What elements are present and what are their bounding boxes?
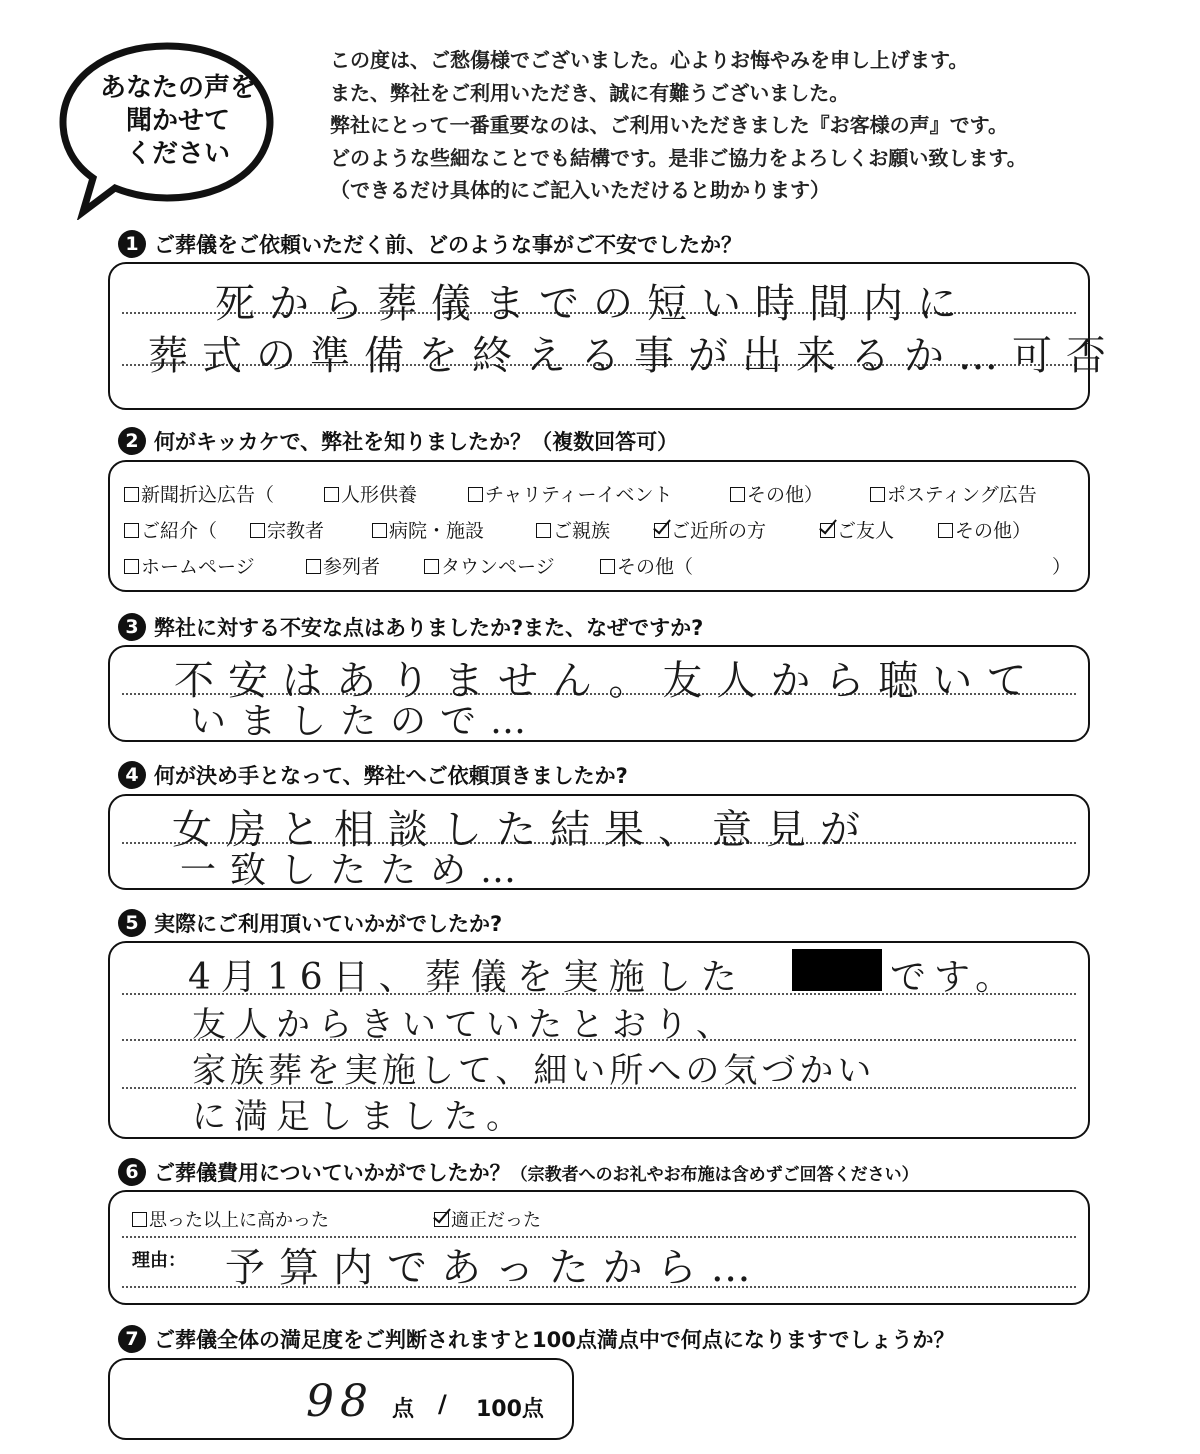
question-text: ご葬儀費用についていかがでしたか？	[154, 1161, 511, 1185]
option-homepage[interactable]: ホームページ	[124, 552, 255, 579]
intro-line: この度は、ご愁傷様でございました。心よりお悔やみを申し上げます。	[330, 48, 969, 72]
question-text: ご葬儀全体の満足度をご判断されますと100点満点中で何点になりますでしょうか？	[154, 1328, 955, 1352]
checkbox[interactable]	[132, 1212, 147, 1227]
question-3	[118, 612, 703, 642]
bubble-line: ください	[125, 139, 230, 169]
score-box[interactable]	[108, 1358, 574, 1440]
intro-line: どのような些細なことでも結構です。是非ご協力をよろしくお願い致します。	[330, 145, 1027, 170]
intro-text	[330, 44, 1027, 207]
question-number: 2	[118, 427, 146, 455]
question-2	[118, 426, 678, 456]
question-number: 1	[118, 230, 146, 258]
answer-box-1[interactable]	[108, 262, 1120, 410]
reason-label: 理由：	[132, 1250, 186, 1271]
option-posting-ad[interactable]: ポスティング広告	[870, 480, 1037, 507]
checkbox[interactable]	[306, 559, 321, 574]
intro-line: （できるだけ具体的にご記入いただけると助かります）	[330, 178, 830, 202]
handwritten-answer: 家族葬を実施して、細い所への気づかい	[192, 1051, 876, 1091]
score-unit: 点	[392, 1397, 415, 1422]
question-7	[118, 1324, 954, 1354]
question-text: 何がキッカケで、弊社を知りましたか？（複数回答可）	[154, 430, 679, 454]
option-religious[interactable]: 宗教者	[250, 516, 324, 543]
checkbox[interactable]	[536, 523, 551, 538]
option-neighbors[interactable]: ご近所の方	[654, 516, 766, 543]
option-charity-event[interactable]: チャリティーイベント	[468, 480, 673, 507]
other-close-paren: ）	[1052, 556, 1072, 578]
question-number: 6	[118, 1158, 146, 1186]
intro-line: 弊社にとって一番重要なのは、ご利用いただきました『お客様の声』です。	[330, 113, 1008, 137]
handwritten-answer: 葬式の準備を終える事が出来るか…可否	[148, 333, 1120, 379]
checkbox[interactable]	[600, 559, 615, 574]
handwritten-score: 98	[306, 1376, 374, 1427]
option-reasonable[interactable]: 適正だった	[434, 1206, 541, 1232]
handwritten-answer: いましたので…	[190, 701, 541, 742]
option-other-3[interactable]: その他（	[600, 552, 693, 579]
option-newspaper[interactable]: 新聞折込広告（	[124, 480, 274, 507]
checkbox[interactable]	[938, 523, 953, 538]
option-doll-memorial[interactable]: 人形供養	[324, 480, 417, 507]
checkbox[interactable]	[730, 487, 745, 502]
option-other-1[interactable]: その他）	[730, 480, 823, 507]
handwritten-answer: 女房と相談した結果、意見が	[172, 807, 874, 853]
bubble-heading	[78, 72, 278, 171]
option-relatives[interactable]: ご親族	[536, 516, 610, 543]
question-number: 7	[118, 1325, 146, 1353]
handwritten-answer: 一致したため…	[180, 850, 531, 891]
question-text: 実際にご利用頂いていかがでしたか?	[154, 912, 503, 936]
checkbox[interactable]	[372, 523, 387, 538]
option-friends[interactable]: ご友人	[820, 516, 894, 543]
checkbox[interactable]	[250, 523, 265, 538]
question-4	[118, 760, 628, 790]
handwritten-answer: 4月16日、葬儀を実施した	[188, 957, 747, 998]
checkbox-checked[interactable]	[820, 523, 835, 538]
question-number: 5	[118, 909, 146, 937]
redaction-block	[792, 949, 882, 991]
option-attendee[interactable]: 参列者	[306, 552, 380, 579]
question-text: 何が決め手となって、弊社へご依頼頂きましたか?	[154, 764, 628, 788]
bubble-line: あなたの声を	[99, 73, 256, 103]
question-6	[118, 1157, 919, 1187]
answer-box-5[interactable]	[108, 941, 1090, 1139]
handwritten-reason: 予算内であったから…	[225, 1245, 765, 1291]
question-5	[118, 908, 502, 938]
handwritten-answer: 不安はありません。友人から聴いて	[174, 658, 1041, 704]
checkbox[interactable]	[870, 487, 885, 502]
answer-box-4[interactable]	[108, 794, 1090, 890]
score-max: 100点	[476, 1397, 544, 1422]
option-hospital[interactable]: 病院・施設	[372, 516, 484, 543]
question-text: ご葬儀をご依頼いただく前、どのような事がご不安でしたか？	[154, 233, 742, 257]
option-too-expensive[interactable]: 思った以上に高かった	[132, 1206, 329, 1232]
handwritten-answer: 友人からきいていたとおり、	[192, 1005, 738, 1045]
answer-box-3[interactable]	[108, 645, 1090, 742]
question-number: 3	[118, 613, 146, 641]
checkbox[interactable]	[424, 559, 439, 574]
checkbox[interactable]	[468, 487, 483, 502]
checkbox[interactable]	[124, 559, 139, 574]
question-note: （宗教者へのお礼やお布施は含めずご回答ください）	[510, 1164, 919, 1185]
checkbox[interactable]	[124, 487, 139, 502]
handwritten-answer: です。	[890, 957, 1020, 998]
intro-line: また、弊社をご利用いただき、誠に有難うございました。	[330, 80, 850, 105]
checkbox-checked[interactable]	[434, 1212, 449, 1227]
handwritten-answer: に満足しました。	[192, 1097, 528, 1137]
option-referral[interactable]: ご紹介（	[124, 516, 217, 543]
question-number: 4	[118, 761, 146, 789]
question-1	[118, 229, 742, 259]
option-other-2[interactable]: その他）	[938, 516, 1031, 543]
option-townpage[interactable]: タウンページ	[424, 552, 555, 579]
handwritten-answer: 死から葬儀までの短い時間内に	[215, 281, 971, 327]
checkbox-checked[interactable]	[654, 523, 669, 538]
question-text: 弊社に対する不安な点はありましたか?また、なぜですか?	[154, 616, 704, 640]
score-slash: /	[438, 1390, 447, 1418]
checkbox[interactable]	[324, 487, 339, 502]
checkbox[interactable]	[124, 523, 139, 538]
bubble-line: 聞かせて	[125, 106, 230, 136]
